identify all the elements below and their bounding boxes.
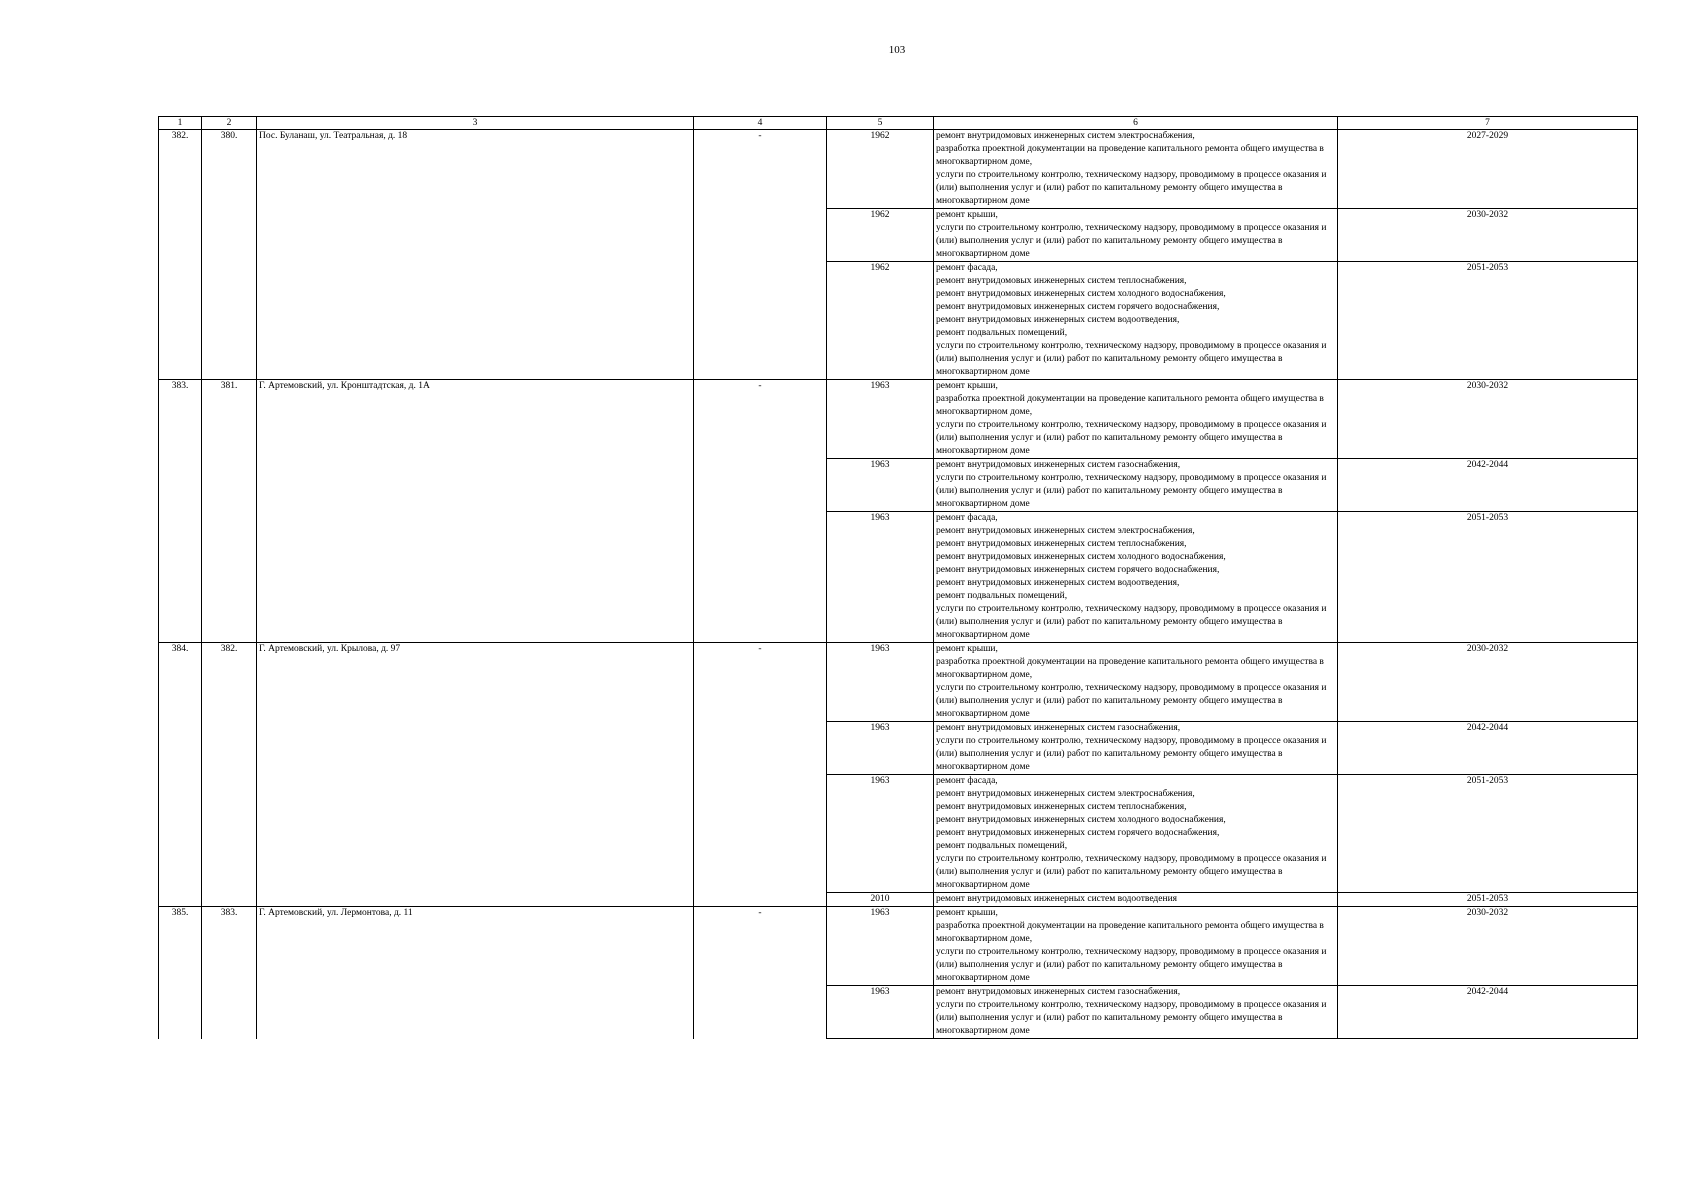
works-list: ремонт внутридомовых инженерных систем газоснабжения, услуги по строительному контролю, техническому надзору, проводимому в процессе оказания и (или) выполнения услуг и (или) работ по капитальному ремонту общего имущества в многоквартирном доме <box>934 459 1338 512</box>
header-col-6: 6 <box>934 117 1338 130</box>
table-row <box>159 643 1638 722</box>
header-col-5: 5 <box>827 117 934 130</box>
repair-period: 2051-2053 <box>1338 262 1638 380</box>
table-row <box>159 130 1638 209</box>
table-row <box>159 380 1638 459</box>
build-year: 2010 <box>827 893 934 907</box>
repair-plan-table <box>158 116 1638 1039</box>
works-list: ремонт фасада, ремонт внутридомовых инженерных систем теплоснабжения, ремонт внутридомовых инженерных систем холодного водоснабжения, ремонт внутридомовых инженерных систем горячего водоснабжения, ремонт внутридомовых инженерных систем водоотведения, ремонт подвальных помещений, услуги по строительному контролю, техническому надзору, проводимому в процессе оказания и (или) выполнения услуг и (или) работ по капитальному ремонту общего имущества в многоквартирном доме <box>934 262 1338 380</box>
build-year: 1963 <box>827 643 934 722</box>
header-col-4: 4 <box>694 117 827 130</box>
header-col-3: 3 <box>257 117 694 130</box>
house-address: Пос. Буланаш, ул. Театральная, д. 18 <box>257 130 694 380</box>
repair-period: 2051-2053 <box>1338 512 1638 643</box>
repair-period: 2051-2053 <box>1338 775 1638 893</box>
header-col-2: 2 <box>202 117 257 130</box>
works-list: ремонт крыши, разработка проектной документации на проведение капитального ремонта общего имущества в многоквартирном доме, услуги по строительному контролю, техническому надзору, проводимому в процессе оказания и (или) выполнения услуг и (или) работ по капитальному ремонту общего имущества в многоквартирном доме <box>934 380 1338 459</box>
works-list: ремонт фасада, ремонт внутридомовых инженерных систем электроснабжения, ремонт внутридомовых инженерных систем теплоснабжения, ремонт внутридомовых инженерных систем холодного водоснабжения, ремонт внутридомовых инженерных систем горячего водоснабжения, ремонт подвальных помещений, услуги по строительному контролю, техническому надзору, проводимому в процессе оказания и (или) выполнения услуг и (или) работ по капитальному ремонту общего имущества в многоквартирном доме <box>934 775 1338 893</box>
header-col-1: 1 <box>159 117 202 130</box>
header-col-7: 7 <box>1338 117 1638 130</box>
works-list: ремонт внутридомовых инженерных систем газоснабжения, услуги по строительному контролю, техническому надзору, проводимому в процессе оказания и (или) выполнения услуг и (или) работ по капитальному ремонту общего имущества в многоквартирном доме <box>934 986 1338 1039</box>
header-row <box>159 117 1638 130</box>
col4-value: - <box>694 907 827 1039</box>
page-number: 103 <box>888 44 906 56</box>
build-year: 1963 <box>827 986 934 1039</box>
build-year: 1962 <box>827 262 934 380</box>
house-id: 380. <box>202 130 257 380</box>
repair-period: 2030-2032 <box>1338 209 1638 262</box>
house-id: 382. <box>202 643 257 907</box>
house-id: 383. <box>202 907 257 1039</box>
build-year: 1962 <box>827 130 934 209</box>
works-list: ремонт внутридомовых инженерных систем газоснабжения, услуги по строительному контролю, техническому надзору, проводимому в процессе оказания и (или) выполнения услуг и (или) работ по капитальному ремонту общего имущества в многоквартирном доме <box>934 722 1338 775</box>
row-number: 384. <box>159 643 202 907</box>
house-address: Г. Артемовский, ул. Кронштадтская, д. 1А <box>257 380 694 643</box>
row-number: 382. <box>159 130 202 380</box>
build-year: 1963 <box>827 775 934 893</box>
build-year: 1963 <box>827 907 934 986</box>
build-year: 1963 <box>827 459 934 512</box>
row-number: 385. <box>159 907 202 1039</box>
repair-period: 2042-2044 <box>1338 986 1638 1039</box>
works-list: ремонт крыши, разработка проектной документации на проведение капитального ремонта общего имущества в многоквартирном доме, услуги по строительному контролю, техническому надзору, проводимому в процессе оказания и (или) выполнения услуг и (или) работ по капитальному ремонту общего имущества в многоквартирном доме <box>934 643 1338 722</box>
row-number: 383. <box>159 380 202 643</box>
col4-value: - <box>694 643 827 907</box>
repair-period: 2027-2029 <box>1338 130 1638 209</box>
col4-value: - <box>694 380 827 643</box>
build-year: 1963 <box>827 380 934 459</box>
build-year: 1962 <box>827 209 934 262</box>
col4-value: - <box>694 130 827 380</box>
repair-period: 2042-2044 <box>1338 459 1638 512</box>
table-row <box>159 907 1638 986</box>
works-list: ремонт внутридомовых инженерных систем водоотведения <box>934 893 1338 907</box>
repair-period: 2030-2032 <box>1338 380 1638 459</box>
build-year: 1963 <box>827 722 934 775</box>
house-id: 381. <box>202 380 257 643</box>
repair-period: 2030-2032 <box>1338 643 1638 722</box>
house-address: Г. Артемовский, ул. Крылова, д. 97 <box>257 643 694 907</box>
repair-period: 2051-2053 <box>1338 893 1638 907</box>
repair-period: 2030-2032 <box>1338 907 1638 986</box>
build-year: 1963 <box>827 512 934 643</box>
works-list: ремонт крыши, услуги по строительному контролю, техническому надзору, проводимому в процессе оказания и (или) выполнения услуг и (или) работ по капитальному ремонту общего имущества в многоквартирном доме <box>934 209 1338 262</box>
house-address: Г. Артемовский, ул. Лермонтова, д. 11 <box>257 907 694 1039</box>
works-list: ремонт фасада, ремонт внутридомовых инженерных систем электроснабжения, ремонт внутридомовых инженерных систем теплоснабжения, ремонт внутридомовых инженерных систем холодного водоснабжения, ремонт внутридомовых инженерных систем горячего водоснабжения, ремонт внутридомовых инженерных систем водоотведения, ремонт подвальных помещений, услуги по строительному контролю, техническому надзору, проводимому в процессе оказания и (или) выполнения услуг и (или) работ по капитальному ремонту общего имущества в многоквартирном доме <box>934 512 1338 643</box>
works-list: ремонт внутридомовых инженерных систем электроснабжения, разработка проектной документации на проведение капитального ремонта общего имущества в многоквартирном доме, услуги по строительному контролю, техническому надзору, проводимому в процессе оказания и (или) выполнения услуг и (или) работ по капитальному ремонту общего имущества в многоквартирном доме <box>934 130 1338 209</box>
works-list: ремонт крыши, разработка проектной документации на проведение капитального ремонта общего имущества в многоквартирном доме, услуги по строительному контролю, техническому надзору, проводимому в процессе оказания и (или) выполнения услуг и (или) работ по капитальному ремонту общего имущества в многоквартирном доме <box>934 907 1338 986</box>
repair-period: 2042-2044 <box>1338 722 1638 775</box>
